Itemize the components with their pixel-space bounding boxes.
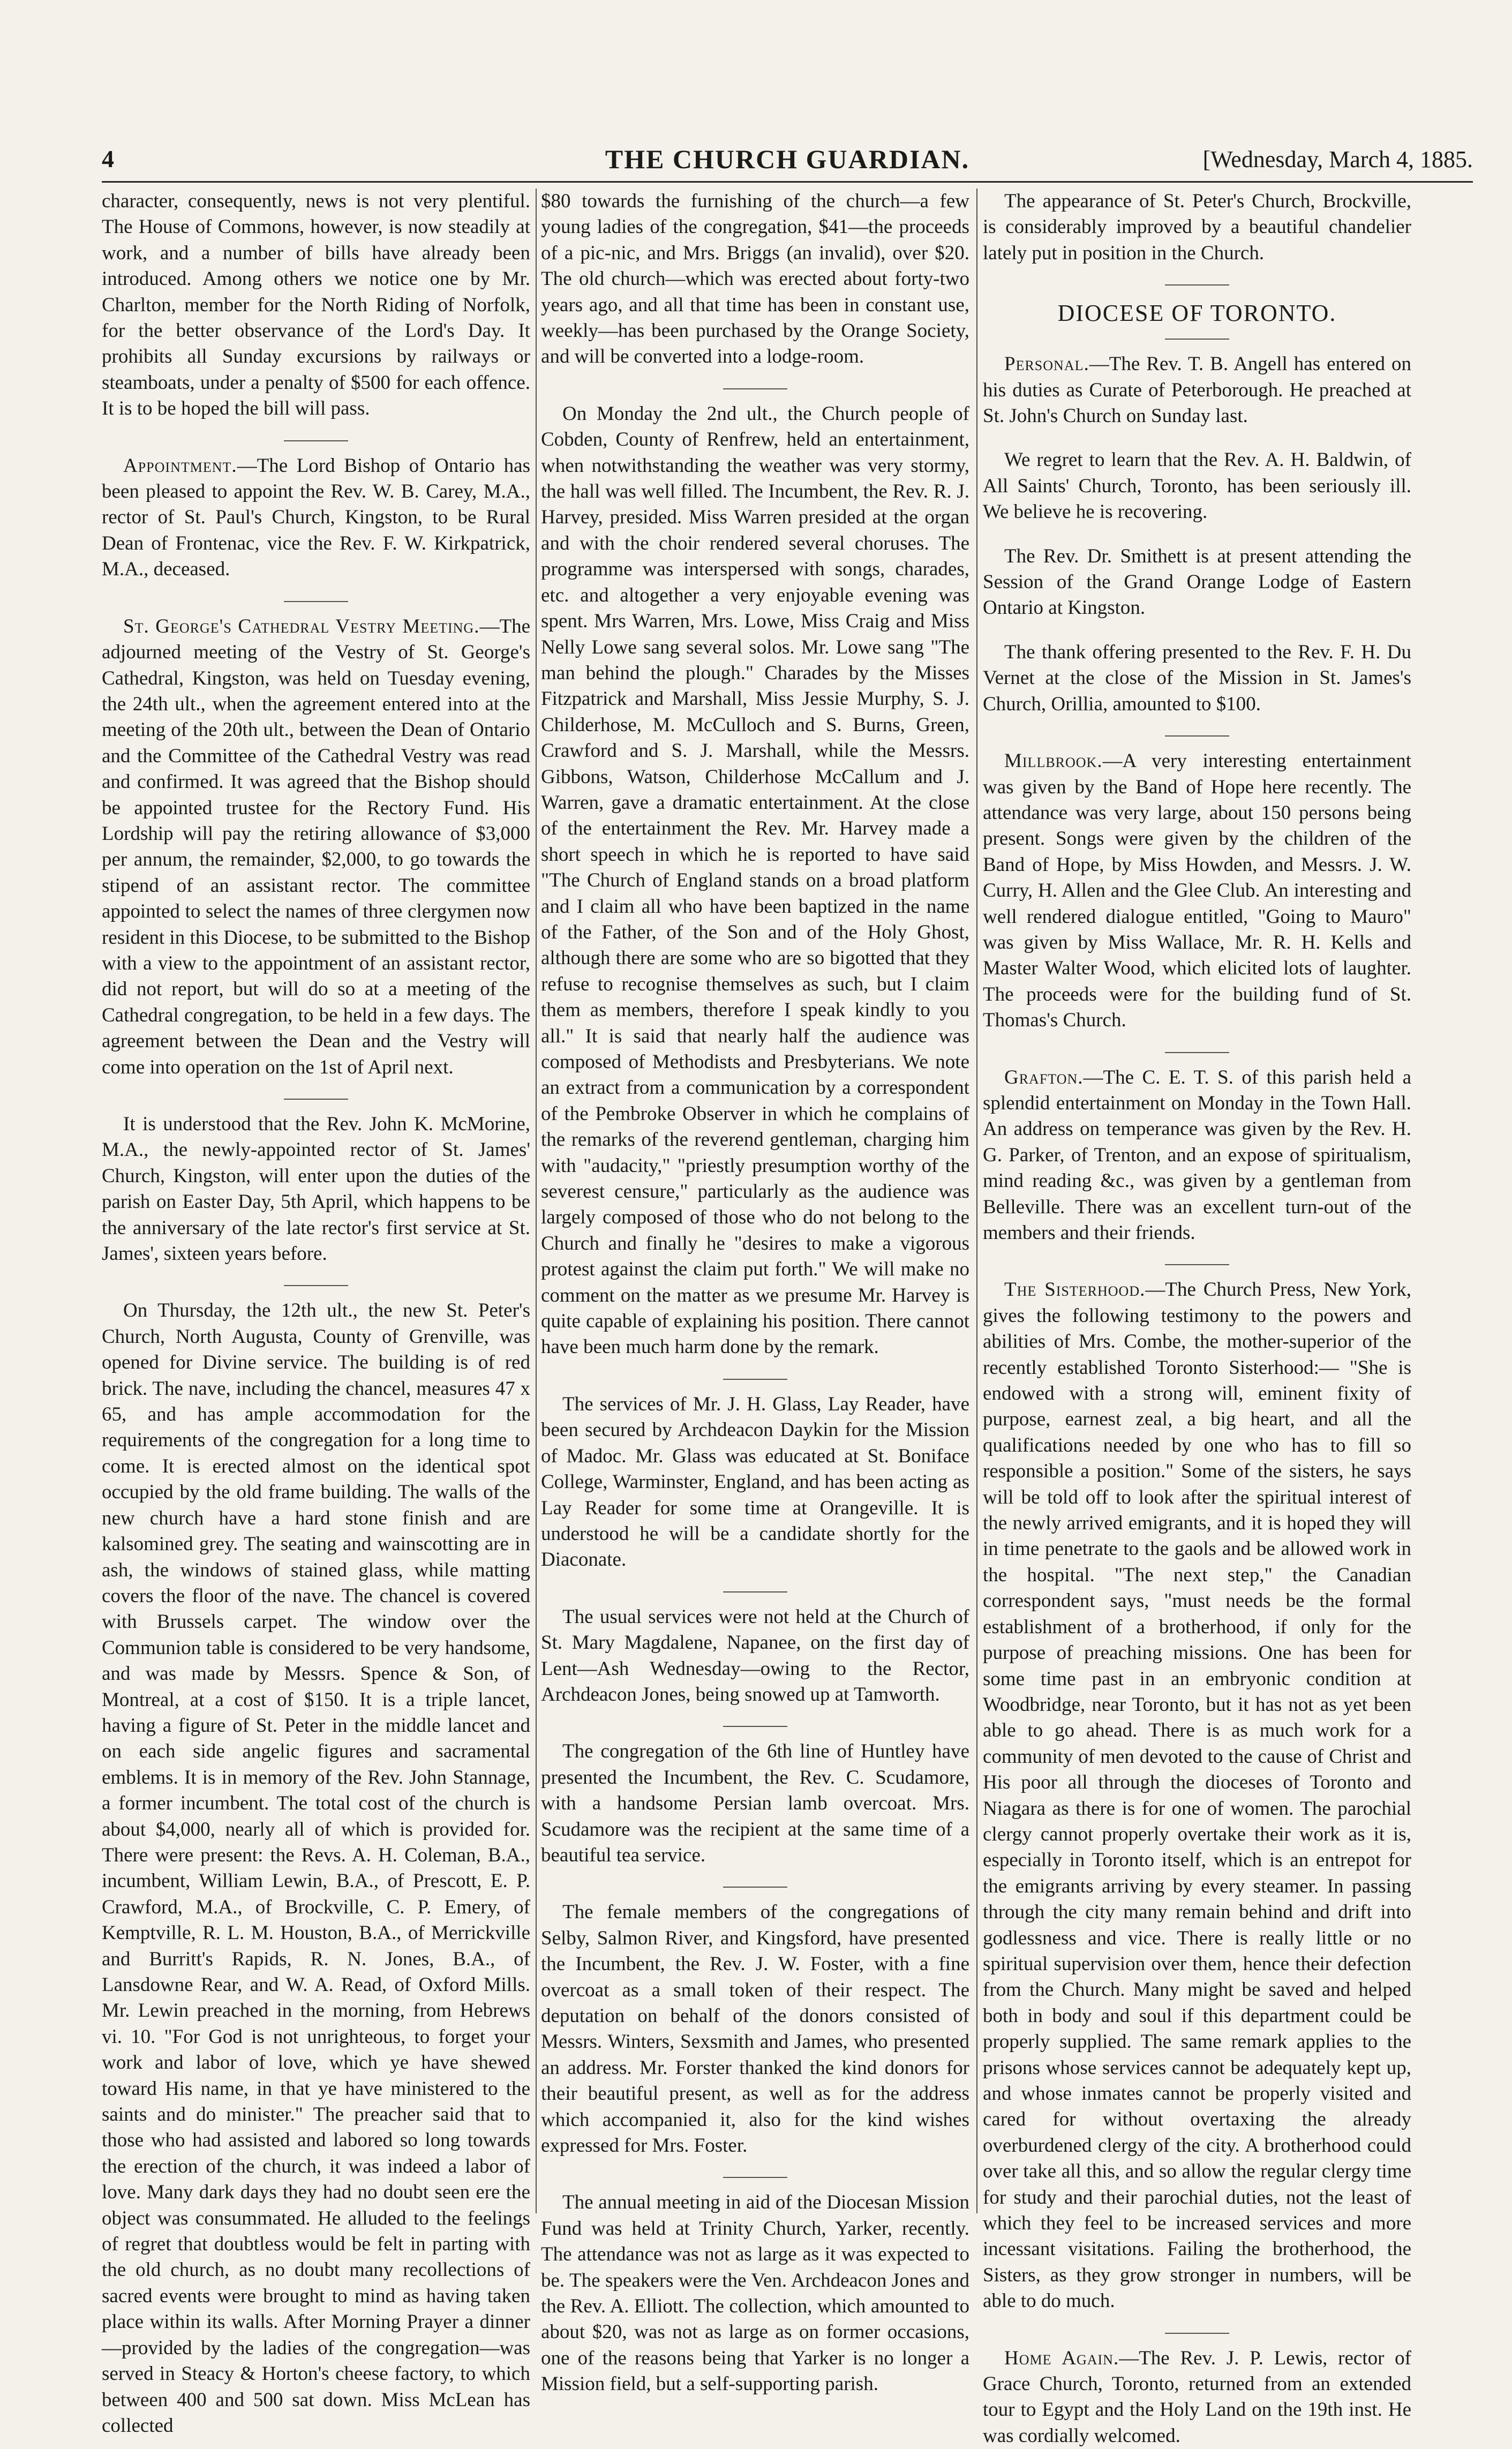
page-header	[102, 144, 1473, 178]
section-heading: DIOCESE OF TORONTO.	[1057, 300, 1337, 327]
news-item	[541, 189, 969, 370]
column-3	[983, 189, 1411, 2447]
news-item	[983, 351, 1411, 429]
column-1	[102, 189, 530, 2437]
item-text: $80 towards the furnishing of the church—a few young ladies of the congregation, $41—the proceeds of a pic-nic, and Mrs. Briggs (an invalid), over $20. The old church—which was erected about forty-two years ago, and all that time has been in constant use, weekly—has been purchased by the Orange Society, and will be converted into a lodge-room.	[541, 190, 969, 368]
header-rule	[102, 181, 1473, 183]
item-separator	[723, 1726, 787, 1727]
news-item	[983, 1277, 1411, 2314]
column-divider	[976, 189, 977, 2213]
newspaper-title: THE CHURCH GUARDIAN.	[605, 144, 970, 174]
item-separator	[723, 388, 787, 389]
column-divider	[536, 189, 537, 2213]
item-lead: Appointment.	[123, 454, 237, 477]
news-item	[541, 1739, 969, 1868]
item-text: —The Rev. T. B. Angell has entered on his duties as Curate of Peterborough. He preached at St. John's Church on Sunday last.	[983, 353, 1411, 427]
news-item	[983, 2346, 1411, 2449]
item-lead: The Sisterhood.	[1004, 1279, 1146, 1301]
item-text: The annual meeting in aid of the Diocesan Mission Fund was held at Trinity Church, Yarker, recently. The attendance was not as large as it was expected to be. The speakers were the Ven. Archdeacon Jones and the Rev. A. Elliott. The collection, which amounted to about $20, was not as large as on former occasions, one of the reasons being that Yarker is no longer a Mission field, but a self-supporting parish.	[541, 2191, 969, 2395]
news-item	[102, 1111, 530, 1267]
news-item	[983, 544, 1411, 621]
column-2	[541, 189, 969, 2395]
item-separator	[284, 601, 348, 602]
news-item	[541, 1899, 969, 2159]
item-separator	[1165, 735, 1229, 737]
item-text: It is understood that the Rev. John K. McMorine, M.A., the newly-appointed rector of St. James' Church, Kingston, will enter upon the duties of the parish on Easter Day, 5th April, which happens to be the anniversary of the late rector's first service at St. James', sixteen years before.	[102, 1113, 530, 1265]
item-separator	[1165, 1052, 1229, 1053]
item-text: The services of Mr. J. H. Glass, Lay Reader, have been secured by Archdeacon Daykin for the Mission of Madoc. Mr. Glass was educated at St. Boniface College, Warminster, England, and has been acting as Lay Reader for some time at Orangeville. It is understood he will be a candidate shortly for the Diaconate.	[541, 1393, 969, 1571]
item-text: The thank offering presented to the Rev. F. H. Du Vernet at the close of the Mission in St. James's Church, Orillia, amounted to $100.	[983, 641, 1411, 715]
item-lead: St. George's Cathedral Vestry Meeting.	[123, 615, 480, 637]
item-lead: Millbrook.	[1004, 750, 1103, 772]
item-text: On Monday the 2nd ult., the Church people of Cobden, County of Renfrew, held an entertainment, when notwithstanding the weather was very stormy, the hall was well filled. The Incumbent, the Rev. R. J. Harvey, presided. Miss Warren presided at the organ and with the choir rendered several choruses. The programme was interspersed with songs, charades, etc. and altogether a very enjoyable evening was spent. Mrs Warren, Mrs. Lowe, Miss Craig and Miss Nelly Lowe sang several solos. Mr. Lowe sang "The man behind the plough." Charades by the Misses Fitzpatrick and Marshall, Miss Jessie Murphy, S. J. Childerhose, M. McCulloch and S. Burns, Green, Crawford and S. J. Marshall, while the Messrs. Gibbons, Watson, Childerhose McCallum and J. Warren, gave a dramatic entertainment. At the close of the entertainment the Rev. Mr. Harvey made a short speech in which he is reported to have said "The Church of England stands on a broad platform and I claim all who have been baptized in the name of the Father, of the Son and of the Holy Ghost, although there are some who are so bigotted that they refuse to recognise themselves as such, but I claim them as members, therefore I speak kindly to you all." It is said that nearly half the audience was composed of Methodists and Presbyterians. We note an extract from a communication by a correspondent of the Pembroke Observer in which he complains of the remarks of the reverend gentleman, charging him with "audacity," "priestly presumption worthy of the severest censure," particularly as the audience was largely composed of those who do not belong to the Church and finally he "desires to make a vigorous protest against the claim put forth." We will make no comment on the matter as we presume Mr. Harvey is quite capable of explaining his position. There cannot have been much harm done by the remark.	[541, 402, 969, 1358]
item-lead: Personal.	[1004, 353, 1089, 375]
item-text: The appearance of St. Peter's Church, Brockville, is considerably improved by a beautiful chandelier lately put in position in the Church.	[983, 190, 1411, 264]
news-item	[983, 640, 1411, 717]
item-separator	[284, 1099, 348, 1100]
news-item	[983, 447, 1411, 525]
item-text: On Thursday, the 12th ult., the new St. Peter's Church, North Augusta, County of Grenville, was opened for Divine service. The building is of red brick. The nave, including the chancel, measures 47 x 65, and has ample accommodation for the requirements of the congregation for a long time to come. It is erected almost on the identical spot occupied by the old frame building. The walls of the new church have a hard stone finish and are kalsomined grey. The seating and wainscotting are in ash, the windows of stained glass, while matting covers the floor of the nave. The chancel is covered with Brussels carpet. The window over the Communion table is considered to be very handsome, and was made by Messrs. Spence & Son, of Montreal, at a cost of $150. It is a triple lancet, having a figure of St. Peter in the middle lancet and on each side angelic figures and sacramental emblems. It is in memory of the Rev. John Stannage, a former incumbent. The total cost of the church is about $4,000, nearly all of which is provided for. There were present: the Revs. A. H. Coleman, B.A., incumbent, William Lewin, B.A., of Prescott, E. P. Crawford, M.A., of Brockville, C. P. Emery, of Kemptville, R. L. M. Houston, B.A., of Merrickville and Burritt's Rapids, R. N. Jones, B.A., of Lansdowne Rear, and W. A. Read, of Oxford Mills. Mr. Lewin preached in the morning, from Hebrews vi. 10. "For God is not unrighteous, to forget your work and labor of love, which ye have shewed toward His name, in that ye have ministered to the saints and do minister." The preacher said that to those who had assisted and labored so long towards the erection of the church, it was indeed a labor of love. Many dark days they had no doubt seen ere the object was consummated. He alluded to the feelings of regret that doubtless would be felt in parting with the old church, as no doubt many recollections of sacred events were brought to mind as having taken place within its walls. After Morning Prayer a dinner—provided by the ladies of the congregation—was served in Steacy & Horton's cheese factory, to which between 400 and 500 sat down. Miss McLean has collected	[102, 1299, 530, 2437]
item-separator	[1165, 1264, 1229, 1265]
news-item	[541, 401, 969, 1361]
news-item	[983, 748, 1411, 1033]
news-item	[541, 1392, 969, 1573]
page-number: 4	[102, 145, 114, 172]
item-separator	[284, 440, 348, 441]
item-separator	[1165, 284, 1229, 286]
news-item	[541, 2190, 969, 2397]
news-item	[102, 614, 530, 1080]
item-text: The Rev. Dr. Smithett is at present attending the Session of the Grand Orange Lodge of Eastern Ontario at Kingston.	[983, 545, 1411, 619]
item-text: The usual services were not held at the Church of St. Mary Magdalene, Napanee, on the first day of Lent—Ash Wednesday—owing to the Rector, Archdeacon Jones, being snowed up at Tamworth.	[541, 1605, 969, 1706]
item-lead: Grafton.	[1004, 1066, 1084, 1088]
item-lead: Home Again.	[1004, 2347, 1119, 2369]
news-item	[541, 1604, 969, 1708]
item-separator	[723, 1379, 787, 1380]
news-item	[102, 453, 530, 583]
item-separator	[1165, 2333, 1229, 2334]
item-text: The congregation of the 6th line of Huntley have presented the Incumbent, the Rev. C. Scudamore, with a handsome Persian lamb overcoat. Mrs. Scudamore was the recipient at the same time of a beautiful tea service.	[541, 1740, 969, 1866]
item-text: character, consequently, news is not very plentiful. The House of Commons, however, is now steadily at work, and a number of bills have already been introduced. Among others we notice one by Mr. Charlton, member for the North Riding of Norfolk, for the better observance of the Lord's Day. It prohibits all Sunday excursions by railways or steamboats, under a penalty of $500 for each offence. It is to be hoped the bill will pass.	[102, 190, 530, 420]
item-separator	[284, 1285, 348, 1286]
item-text: —The adjourned meeting of the Vestry of St. George's Cathedral, Kingston, was held on Tuesday evening, the 24th ult., when the agreement entered into at the meeting of the 20th ult., between the Dean of Ontario and the Committee of the Cathedral Vestry was read and confirmed. It was agreed that the Bishop should be appointed trustee for the Rectory Fund. His Lordship will pay the retiring allowance of $3,000 per annum, the remainder, $2,000, to go towards the stipend of an assistant rector. The committee appointed to select the names of three clergymen now resident in this Diocese, to be submitted to the Bishop with a view to the appointment of an assistant rector, did not report, but will do so at a meeting of the Cathedral congregation, to be held in a few days. The agreement between the Dean and the Vestry will come into operation on the 1st of April next.	[102, 615, 530, 1078]
item-separator	[1165, 339, 1229, 340]
item-separator	[723, 1591, 787, 1592]
news-item	[983, 1065, 1411, 1246]
issue-date: [Wednesday, March 4, 1885.	[1202, 146, 1473, 172]
item-text: The female members of the congregations of Selby, Salmon River, and Kingsford, have presented the Incumbent, the Rev. J. W. Foster, with a fine overcoat as a small token of their respect. The deputation on behalf of the donors consisted of Messrs. Winters, Sexsmith and James, who presented an address. Mr. Forster thanked the kind donors for their beautiful present, as well as for the address which accompanied it, also for the kind wishes expressed for Mrs. Foster.	[541, 1901, 969, 2157]
item-text: —A very interesting entertainment was given by the Band of Hope here recently. The attendance was very large, about 150 persons being present. Songs were given by the children of the Band of Hope, by Miss Howden, and Messrs. J. W. Curry, H. Allen and the Glee Club. An interesting and well rendered dialogue entitled, "Going to Mauro" was given by Miss Wallace, Mr. R. H. Kells and Master Walter Wood, which elicited lots of laughter. The proceeds were for the building fund of St. Thomas's Church.	[983, 750, 1411, 1032]
news-item	[102, 189, 530, 422]
item-text: —The Church Press, New York, gives the following testimony to the powers and abilities of Mrs. Combe, the mother-superior of the recently established Toronto Sisterhood:— "She is endowed with a strong will, eminent fixity of purpose, earnest zeal, a big heart, and all the qualifications needed by one who has to fill so responsible a position." Some of the sisters, he says will be told off to look after the spiritual interest of the newly arrived emigrants, and it is hoped they will in time penetrate to the gaols and be allowed work in the hospital. "The next step," the Canadian correspondent says, "must needs be the formal establishment of a brotherhood, if only for the purpose of preaching missions. One has been for some time past in an embryonic condition at Woodbridge, near Toronto, but it has not as yet been able to go ahead. There is as much work for a community of men devoted to the cause of Christ and His poor all through the dioceses of Toronto and Niagara as there is for one of women. The parochial clergy cannot properly overtake their work as it is, especially in Toronto itself, which is an entrepot for the emigrants arriving by every steamer. In passing through the city many remain behind and drift into godlessness and vice. There is really little or no spiritual supervision over them, hence their defection from the Church. Many might be saved and helped both in body and soul if this department could be properly supplied. The same remark applies to the prisons whose services cannot be adequately kept up, and whose inmates cannot be properly visited and cared for without overtaxing the already overburdened clergy of the city. A brotherhood could over take all this, and so allow the regular clergy time for study and their parochial duties, not the least of which they feel to be increased services and more incessant visitations. Failing the brotherhood, the Sisters, as they grow stronger in numbers, will be able to do much.	[983, 1279, 1411, 2312]
item-text: —The Lord Bishop of Ontario has been pleased to appoint the Rev. W. B. Carey, M.A., rector of St. Paul's Church, Kingston, to be Rural Dean of Frontenac, vice the Rev. F. W. Kirkpatrick, M.A., deceased.	[102, 454, 530, 581]
item-text: —The Rev. J. P. Lewis, rector of Grace Church, Toronto, returned from an extended tour to Egypt and the Holy Land on the 19th inst. He was cordially welcomed.	[983, 2347, 1411, 2447]
item-separator	[723, 2177, 787, 2178]
item-text: We regret to learn that the Rev. A. H. Baldwin, of All Saints' Church, Toronto, has been seriously ill. We believe he is recovering.	[983, 449, 1411, 523]
item-separator	[723, 1887, 787, 1888]
item-text: —The C. E. T. S. of this parish held a splendid entertainment on Monday in the Town Hall. An address on temperance was given by the Rev. H. G. Parker, of Trenton, and an expose of spiritualism, mind reading &c., was given by a gentleman from Belleville. There was an excellent turn-out of the members and their friends.	[983, 1066, 1411, 1244]
news-item	[102, 1298, 530, 2439]
news-item	[983, 189, 1411, 266]
